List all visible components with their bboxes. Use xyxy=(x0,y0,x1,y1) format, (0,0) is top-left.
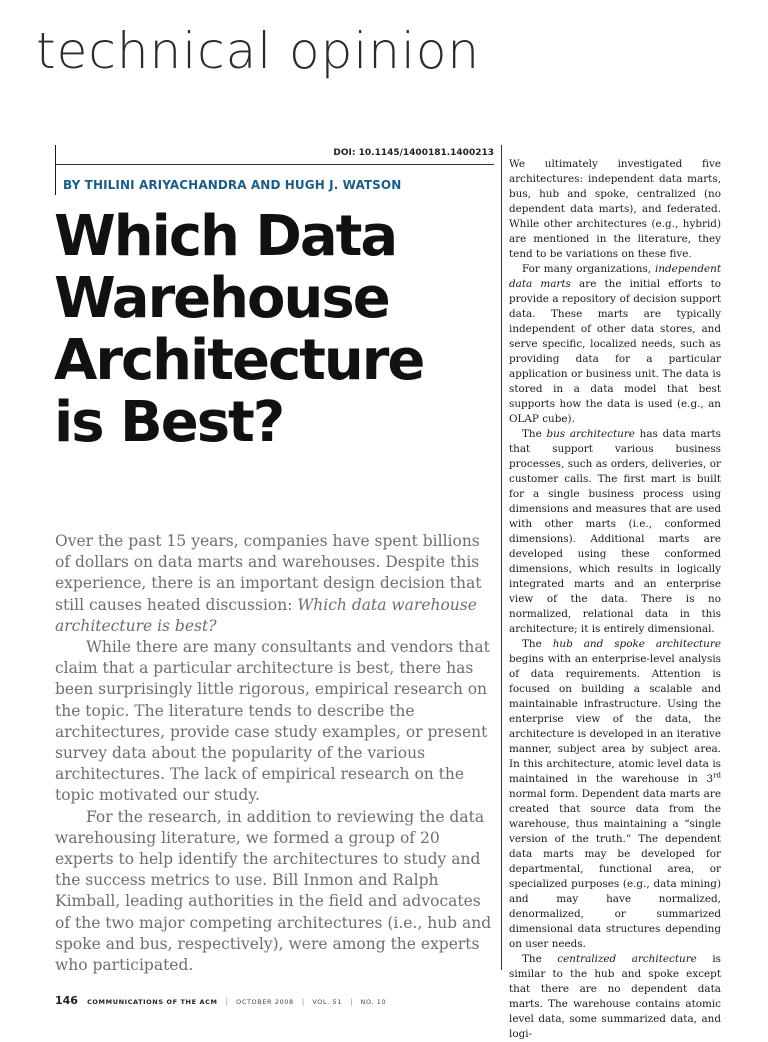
intro-text xyxy=(55,531,495,976)
footer-separator: | xyxy=(225,998,229,1006)
footer-separator: | xyxy=(301,998,305,1006)
intro-p1-question: Which data warehouse architecture is best? xyxy=(55,595,477,635)
term-bus-architecture: bus architecture xyxy=(546,428,635,440)
page-footer xyxy=(55,989,386,1008)
body-p3-post: has data marts that support various business processes, such as orders, deliveries, or customer calls. The first mart is built for a single business process using dimensions and measures that are used with other marts (i.e., conformed dimensions). Additional marts are developed using these conformed dimensions, which results in logically integrated marts and an enterprise view of the data. There is no normalized, relational data in this architecture; it is entirely dimensional. xyxy=(509,428,721,635)
ordinal-superscript: rd xyxy=(713,771,721,780)
body-paragraph-4 xyxy=(509,637,721,952)
title-line-3: Architecture xyxy=(54,328,424,393)
header-rule xyxy=(56,164,494,165)
term-hub-and-spoke-architecture: hub and spoke architecture xyxy=(552,638,721,650)
body-paragraph-3 xyxy=(509,427,721,637)
left-rule xyxy=(55,145,56,195)
body-paragraph-1: We ultimately investigated five architectures: independent data marts, bus, hub and spoke, centralized (no dependent data marts), and federated. While other architectures (e.g., hybrid) are mentioned in the literature, they tend to be variations on these five. xyxy=(509,158,721,260)
body-paragraph-2 xyxy=(509,262,721,427)
volume-number: VOL. 51 xyxy=(312,998,342,1006)
body-p2-post: are the initial efforts to provide a repository of decision support data. These marts are typically independent of other data stores, and serve specific, localized needs, such as providing data for a particular application or business unit. The data is stored in a data model that best supports how the data is used (e.g., an OLAP cube). xyxy=(509,278,721,425)
body-column xyxy=(509,157,721,1042)
term-centralized-architecture: centralized architecture xyxy=(557,953,697,965)
title-line-4: is Best? xyxy=(54,390,284,455)
issue-date: OCTOBER 2008 xyxy=(236,998,294,1006)
body-p4-post: normal form. Dependent data marts are created that source data from the warehouse, thus maintaining a “single version of the truth.” The dependent data marts may be developed for departmental, functional area, or specialized purposes (e.g., data mining) and may have normalized, denormalized, or summarized dimensional data structures depending on user needs. xyxy=(509,788,721,950)
body-p4-mid: begins with an enterprise-level analysis of data requirements. Attention is focused on building a scalable and maintainable infrastructure. Using the enterprise view of the data, the architecture is developed in an iterative manner, subject area by subject area. In this architecture, atomic level data is maintained in the warehouse in 3 xyxy=(509,653,721,785)
body-p5-post: is similar to the hub and spoke except that there are no dependent data marts. The warehouse contains atomic level data, some summarized data, and logi- xyxy=(509,953,721,1040)
body-p4-pre: The xyxy=(522,638,553,650)
title-line-1: Which Data xyxy=(54,204,397,269)
footer-separator: | xyxy=(350,998,353,1006)
intro-paragraph-1 xyxy=(55,531,495,637)
page-number: 146 xyxy=(55,994,78,1007)
doi-label: DOI: 10.1145/1400181.1400213 xyxy=(333,148,494,158)
body-p5-pre: The xyxy=(522,953,558,965)
term-independent-data-marts: independent data marts xyxy=(509,263,721,290)
article-title xyxy=(54,206,423,454)
body-p3-pre: The xyxy=(522,428,547,440)
title-line-2: Warehouse xyxy=(54,266,389,331)
intro-paragraph-3: For the research, in addition to reviewing the data warehousing literature, we formed a group of 20 experts to help identify the architectures to study and the success metrics to use. Bill Inmon and Ralph Kimball, leading authorities in the field and advocates of the two major competing architectures (i.e., hub and spoke and bus, respectively), were among the experts who participated. xyxy=(55,807,492,975)
intro-p1-text: Over the past 15 years, companies have spent billions of dollars on data marts and warehouses. Despite this experience, there is an important design decision that still causes heated discussion: xyxy=(55,532,482,614)
body-paragraph-5 xyxy=(509,952,721,1042)
issue-number: NO. 10 xyxy=(360,998,387,1006)
magazine-name: COMMUNICATIONS OF THE ACM xyxy=(87,998,218,1006)
section-header: technical opinion xyxy=(36,22,481,80)
author-byline: BY THILINI ARIYACHANDRA AND HUGH J. WATSON xyxy=(63,178,402,192)
body-p2-pre: For many organizations, xyxy=(522,263,656,275)
intro-paragraph-2: While there are many consultants and vendors that claim that a particular architecture is best, there has been surprisingly little rigorous, empirical research on the topic. The literature tends to describe the architectures, provide case study examples, or present survey data about the popularity of the various architectures. The lack of empirical research on the topic motivated our study. xyxy=(55,638,490,805)
column-rule xyxy=(501,145,502,970)
